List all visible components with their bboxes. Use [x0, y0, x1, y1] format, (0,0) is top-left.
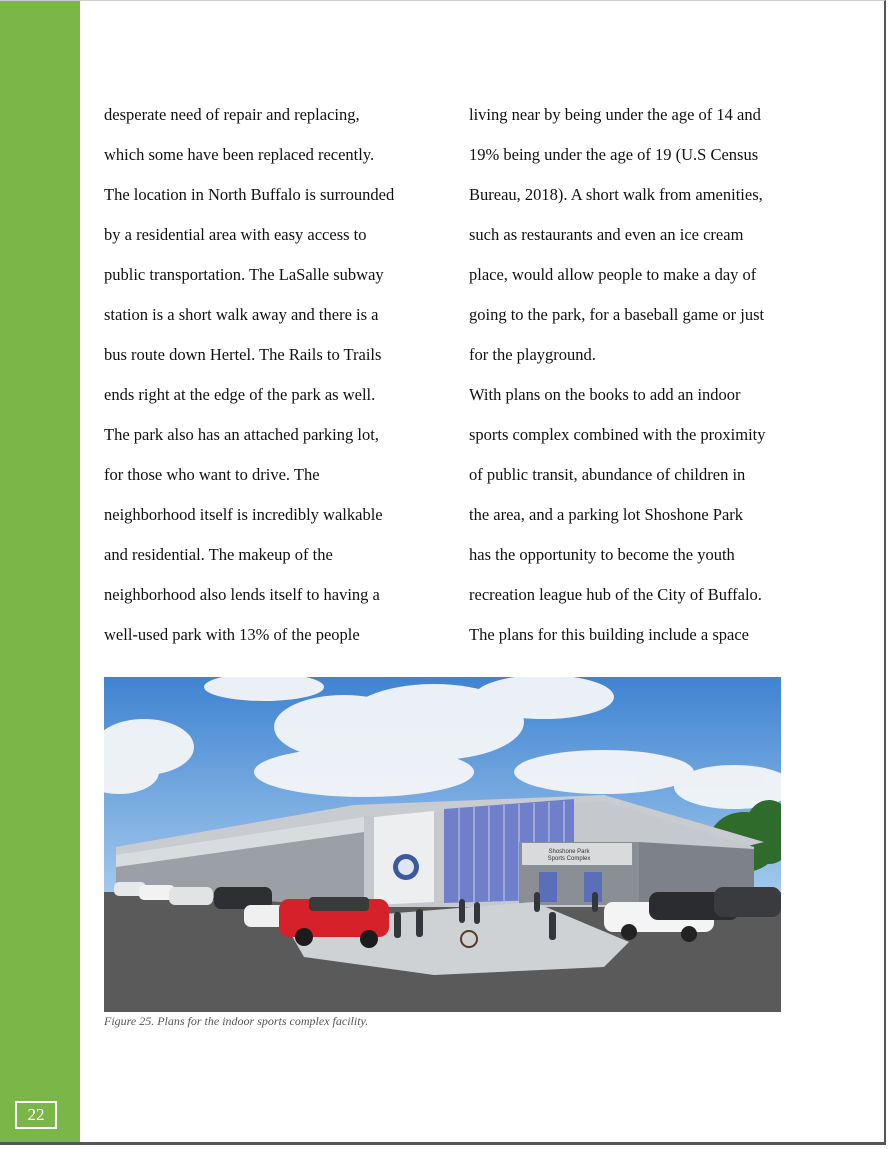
text-line: place, would allow people to make a day of	[469, 265, 757, 284]
text-line: Bureau, 2018). A short walk from amenities,	[469, 185, 763, 204]
text-line: public transportation. The LaSalle subway	[104, 265, 384, 284]
text-line: of public transit, abundance of children in	[469, 465, 746, 484]
text-line: With plans on the books to add an indoor	[469, 385, 741, 404]
green-sidebar	[0, 1, 80, 1142]
text-line: station is a short walk away and there is a	[104, 305, 379, 324]
left-text-column	[104, 95, 444, 655]
text-line: living near by being under the age of 14 and	[469, 105, 761, 124]
page-number: 22	[15, 1101, 57, 1129]
text-line: The location in North Buffalo is surrounded	[104, 185, 395, 204]
right-text-column	[469, 95, 799, 655]
text-line: sports complex combined with the proximity	[469, 425, 766, 444]
text-line: The park also has an attached parking lot,	[104, 425, 379, 444]
text-line: The plans for this building include a space	[469, 625, 749, 644]
text-line: such as restaurants and even an ice cream	[469, 225, 744, 244]
figure-caption: Figure 25. Plans for the indoor sports complex facility.	[104, 1014, 369, 1028]
text-line: the area, and a parking lot Shoshone Park	[469, 505, 744, 524]
text-line: recreation league hub of the City of Buffalo.	[469, 585, 762, 604]
text-line: and residential. The makeup of the	[104, 545, 333, 564]
text-line: has the opportunity to become the youth	[469, 545, 735, 564]
text-line: well-used park with 13% of the people	[104, 625, 360, 644]
text-line: 19% being under the age of 19 (U.S Census	[469, 145, 759, 164]
text-line: by a residential area with easy access to	[104, 225, 367, 244]
text-line: which some have been replaced recently.	[104, 145, 375, 164]
text-line: bus route down Hertel. The Rails to Trails	[104, 345, 382, 364]
text-line: neighborhood also lends itself to having a	[104, 585, 380, 604]
text-line: neighborhood itself is incredibly walkable	[104, 505, 383, 524]
text-line: for the playground.	[469, 345, 596, 364]
sports-complex-rendering	[104, 677, 781, 1012]
text-line: ends right at the edge of the park as well.	[104, 385, 376, 404]
building-sign-line-1: Shoshone Park	[548, 849, 590, 855]
building-sign-line-2: Sports Complex	[547, 856, 591, 862]
text-line: for those who want to drive. The	[104, 465, 320, 484]
text-line: desperate need of repair and replacing,	[104, 105, 360, 124]
text-line: going to the park, for a baseball game or just	[469, 305, 765, 324]
